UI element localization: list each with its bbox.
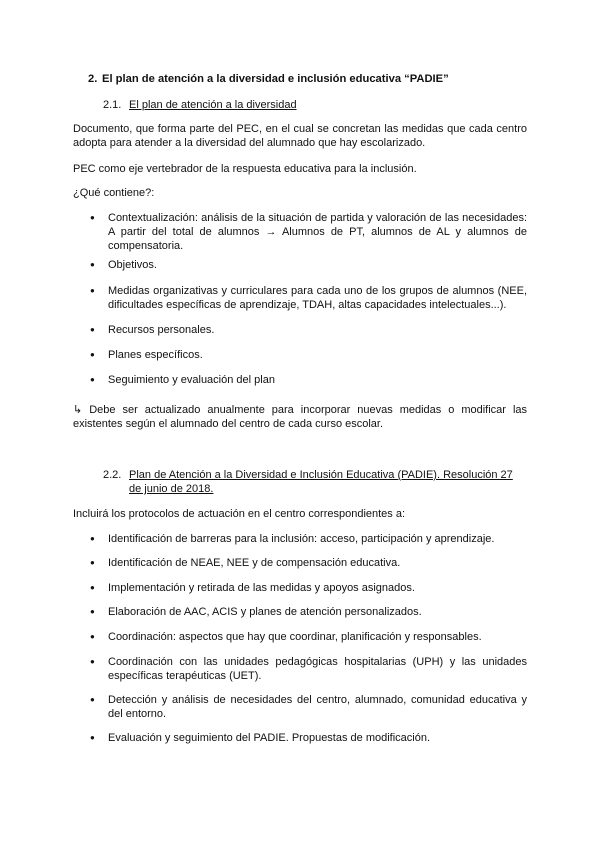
subsection-title: El plan de atención a la diversidad xyxy=(129,99,297,111)
subsection-number: 2.1. xyxy=(103,99,122,111)
list-item: ● Objetivos. xyxy=(90,258,527,284)
list-item: ● Contextualización: análisis de la situación de partida y valoración de las necesidades: A partir del total de alumnos → Alumnos de PT, alumnos de AL y alumnos de compensatoria. xyxy=(90,211,527,258)
section-heading xyxy=(88,72,449,86)
section-title: El plan de atención a la diversidad e inclusión educativa “PADIE” xyxy=(102,73,449,85)
list-item: ● Recursos personales. xyxy=(90,323,527,348)
list-item: ● Implementación y retirada de las medidas y apoyos asignados. xyxy=(90,581,527,605)
contents-question: ¿Qué contiene?: xyxy=(73,187,155,199)
list-item: ● Medidas organizativas y curriculares para cada uno de los grupos de alumnos (NEE, dificultades específicas de aprendizaje, TDAH, altas capacidades intelectuales...). xyxy=(90,284,527,323)
subsection-heading-2-2 xyxy=(103,468,527,496)
section-number: 2. xyxy=(88,73,98,85)
protocols-intro: Incluirá los protocolos de actuación en el centro correspondientes a: xyxy=(73,508,406,520)
list-item: ● Elaboración de AAC, ACIS y planes de atención personalizados. xyxy=(90,605,527,630)
list-item: ● Detección y análisis de necesidades del centro, alumnado, comunidad educativa y del entorno. xyxy=(90,693,527,731)
subsection-heading-2-1 xyxy=(103,98,523,112)
list-item: ● Identificación de barreras para la inclusión: acceso, participación y aprendizaje. xyxy=(90,532,527,556)
intro-paragraph: Documento, que forma parte del PEC, en el cual se concretan las medidas que cada centro adopta para atender a la diversidad del alumnado que hay escolarizado. xyxy=(73,123,527,149)
update-note: ↳ Debe ser actualizado anualmente para incorporar nuevas medidas o modificar las existentes según el alumnado del centro de cada curso escolar. xyxy=(73,404,527,430)
subsection-number: 2.2. xyxy=(103,469,122,481)
contents-list xyxy=(90,211,527,393)
subsection-title: Plan de Atención a la Diversidad e Inclusión Educativa (PADIE). Resolución 27 de junio de 2018. xyxy=(129,469,513,495)
list-item: ● Seguimiento y evaluación del plan xyxy=(90,373,527,393)
pec-paragraph: PEC como eje vertebrador de la respuesta educativa para la inclusión. xyxy=(73,163,417,175)
protocols-list xyxy=(90,532,527,747)
list-item: ● Identificación de NEAE, NEE y de compensación educativa. xyxy=(90,556,527,581)
list-item: ● Coordinación con las unidades pedagógicas hospitalarias (UPH) y las unidades específicas terapéuticas (UET). xyxy=(90,655,527,693)
list-item: ● Evaluación y seguimiento del PADIE. Propuestas de modificación. xyxy=(90,731,527,747)
list-item: ● Planes específicos. xyxy=(90,348,527,373)
list-item: ● Coordinación: aspectos que hay que coordinar, planificación y responsables. xyxy=(90,630,527,655)
